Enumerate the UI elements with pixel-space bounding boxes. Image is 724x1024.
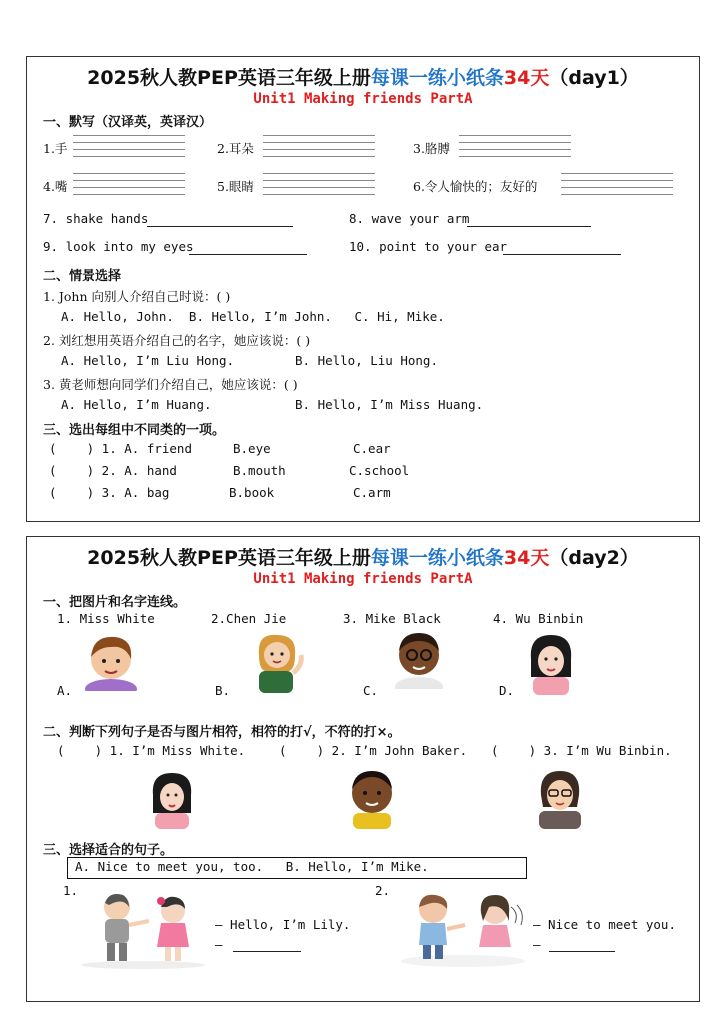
odd-one-item: ( ) 1. A. friend [49,441,192,456]
worksheet-day1 [26,56,700,522]
odd-one-item: ( ) 3. A. bag [49,485,170,500]
boy-portrait-a[interactable] [81,629,141,691]
question-text: 3. 黄老师想向同学们介绍自己，她应该说：( ) [43,377,298,392]
dictation-word: 1.手 [43,141,68,156]
worksheet-day2 [26,536,700,1002]
picture-letter: D. [499,683,515,698]
odd-one-option: B.mouth [233,463,286,478]
worksheet-subtitle: Unit1 Making friends PartA [253,571,473,587]
dictation-word: 6.令人愉快的；友好的 [413,179,538,194]
writing-lines[interactable] [73,135,185,157]
answer-blank[interactable] [189,254,307,255]
option-b: B. Hello, I’m Miss Huang. [295,397,484,412]
odd-one-option: B.eye [233,441,271,456]
girl-portrait [147,767,197,829]
dialogue-line: — [215,937,223,952]
dialogue-number: 1. [63,883,79,898]
phrase-item: 9. look into my eyes [43,239,194,254]
dialogue-line: — Nice to meet you. [533,917,676,932]
question-text: 1. John 向别人介绍自己时说：( ) [43,289,231,304]
worksheet-subtitle: Unit1 Making friends PartA [253,91,473,107]
question-text: 2. 刘红想用英语介绍自己的名字，她应该说：( ) [43,333,311,348]
dictation-word: 4.嘴 [43,179,68,194]
section-heading: 一、默写（汉译英，英译汉） [43,115,213,130]
worksheet-title: 2025秋人教PEP英语三年级上册每课一练小纸条34天（day1） [87,67,639,89]
answer-blank[interactable] [549,951,615,952]
dictation-word: 3.胳膊 [413,141,450,156]
answer-blank[interactable] [147,226,293,227]
judge-item: ( ) 1. I’m Miss White. [57,743,246,758]
phrase-item: 7. shake hands [43,211,149,226]
boy-glasses-portrait-c[interactable] [391,627,447,689]
dialogue-line: — Hello, I’m Lily. [215,917,351,932]
odd-one-item: ( ) 2. A. hand [49,463,177,478]
writing-lines[interactable] [561,173,673,195]
picture-letter: A. [57,683,73,698]
name-label: 4. Wu Binbin [493,611,584,626]
options-text: A. Nice to meet you, too. B. Hello, I’m Mike. [75,859,429,874]
section-heading: 三、选择适合的句子。 [43,843,174,858]
section-heading: 一、把图片和名字连线。 [43,595,187,610]
dialogue-line: — [533,937,541,952]
judge-item: ( ) 2. I’m John Baker. [279,743,468,758]
odd-one-option: C.arm [353,485,391,500]
name-label: 1. Miss White [57,611,155,626]
odd-one-option: C.ear [353,441,391,456]
worksheet-title: 2025秋人教PEP英语三年级上册每课一练小纸条34天（day2） [87,547,639,569]
answer-blank[interactable] [467,226,591,227]
dialogue-picture-1 [79,885,205,969]
writing-lines[interactable] [263,173,375,195]
option-b: B. Hello, Liu Hong. [295,353,438,368]
writing-lines[interactable] [73,173,185,195]
woman-portrait-b[interactable] [245,629,307,693]
option-a: A. Hello, I’m Liu Hong. [61,353,235,368]
writing-lines[interactable] [263,135,375,157]
woman-glasses-portrait [531,765,589,829]
picture-letter: B. [215,683,231,698]
boy-portrait [343,765,401,829]
name-label: 3. Mike Black [343,611,441,626]
option-a: A. Hello, I’m Huang. [61,397,212,412]
odd-one-option: C.school [349,463,410,478]
odd-one-option: B.book [229,485,275,500]
question-options: A. Hello, John. B. Hello, I’m John. C. Hi, Mike. [61,309,445,324]
judge-item: ( ) 3. I’m Wu Binbin. [491,743,672,758]
dialogue-number: 2. [375,883,391,898]
phrase-item: 10. point to your ear [349,239,508,254]
phrase-item: 8. wave your arm [349,211,470,226]
dictation-word: 2.耳朵 [217,141,254,156]
dialogue-picture-2 [393,887,533,967]
picture-letter: C. [363,683,379,698]
girl-portrait-d[interactable] [523,629,579,695]
answer-blank[interactable] [503,254,621,255]
writing-lines[interactable] [459,135,571,157]
section-heading: 二、判断下列句子是否与图片相符，相符的打√，不符的打×。 [43,725,401,740]
answer-blank[interactable] [233,951,301,952]
section-heading: 三、选出每组中不同类的一项。 [43,423,226,438]
dictation-word: 5.眼睛 [217,179,254,194]
section-heading: 二、情景选择 [43,269,122,284]
name-label: 2.Chen Jie [211,611,287,626]
